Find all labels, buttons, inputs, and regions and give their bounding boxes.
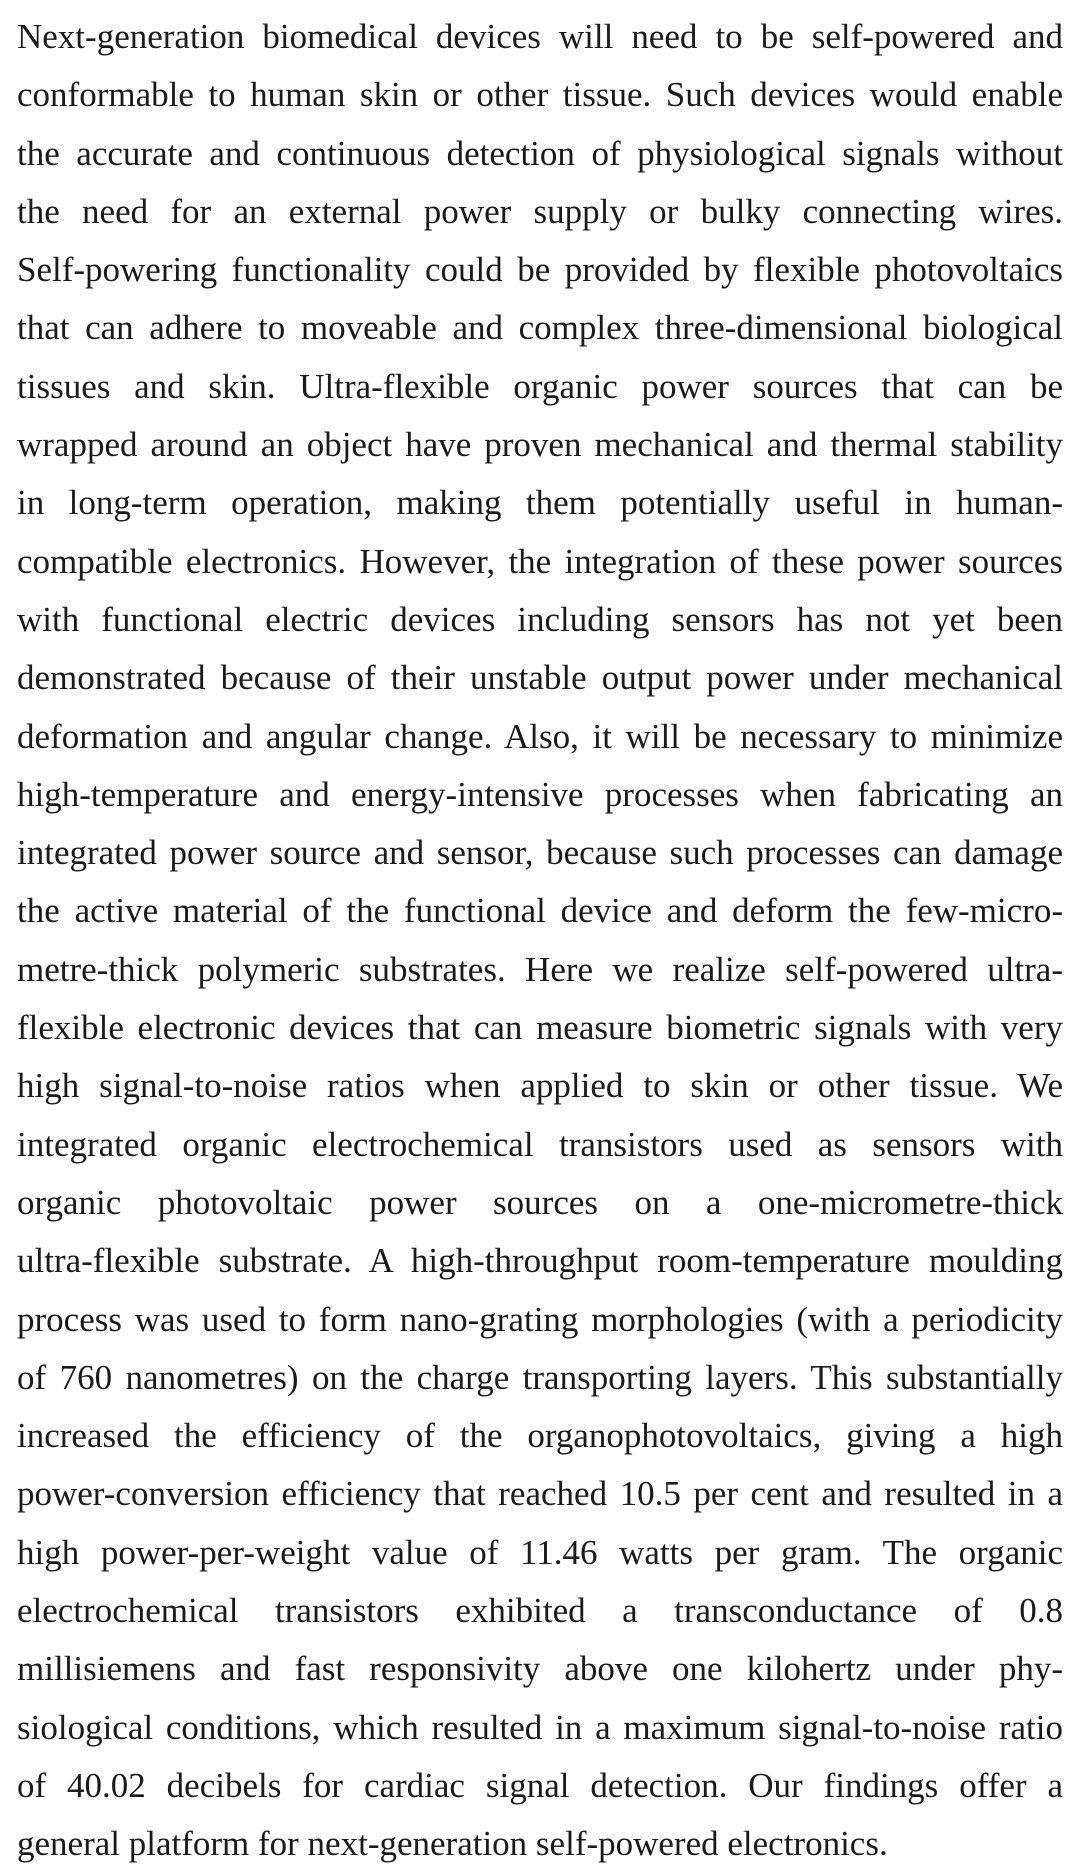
text-line: metre-thick polymeric substrates. Here we realize self-powered ultra- bbox=[17, 949, 1063, 989]
text-line: compatible electronics. However, the integration of these power sources bbox=[17, 541, 1063, 581]
text-line: wrapped around an object have proven mechanical and thermal stability bbox=[17, 425, 1063, 465]
text-line: electrochemical transistors exhibited a transconductance of 0.8 bbox=[17, 1591, 1063, 1631]
text-line: conformable to human skin or other tissue. Such devices would enable bbox=[17, 75, 1063, 115]
text-line: of 760 nanometres) on the charge transporting layers. This substantially bbox=[17, 1357, 1063, 1397]
text-line: that can adhere to moveable and complex three-dimensional biological bbox=[17, 308, 1063, 348]
text-line: with functional electric devices including sensors has not yet been bbox=[17, 599, 1063, 639]
text-line: Self-powering functionality could be provided by flexible photovoltaics bbox=[17, 250, 1063, 290]
text-line: integrated organic electrochemical transistors used as sensors with bbox=[17, 1124, 1063, 1164]
text-line: ultra-flexible substrate. A high-throughput room-temperature moulding bbox=[17, 1241, 1063, 1281]
text-line: the accurate and continuous detection of physiological signals without bbox=[17, 133, 1063, 173]
text-line: high-temperature and energy-intensive processes when fabricating an bbox=[17, 774, 1063, 814]
text-line: integrated power source and sensor, because such processes can damage bbox=[17, 833, 1063, 873]
text-line: tissues and skin. Ultra-flexible organic power sources that can be bbox=[17, 366, 1063, 406]
text-line: millisiemens and fast responsivity above one kilohertz under phy- bbox=[17, 1649, 1063, 1689]
text-line: of 40.02 decibels for cardiac signal detection. Our findings offer a bbox=[17, 1765, 1063, 1805]
text-line: process was used to form nano-grating morphologies (with a periodicity bbox=[17, 1299, 1063, 1339]
text-line: Next-generation biomedical devices will need to be self-powered and bbox=[17, 17, 1063, 56]
text-line: demonstrated because of their unstable output power under mechanical bbox=[17, 658, 1063, 698]
text-line: in long-term operation, making them potentially useful in human- bbox=[17, 483, 1063, 523]
text-line: increased the efficiency of the organophotovoltaics, giving a high bbox=[17, 1416, 1063, 1456]
text-line: the active material of the functional device and deform the few-micro- bbox=[17, 891, 1063, 931]
text-line: high signal-to-noise ratios when applied to skin or other tissue. We bbox=[17, 1066, 1063, 1106]
text-line: siological conditions, which resulted in a maximum signal-to-noise ratio bbox=[17, 1707, 1063, 1747]
text-line-last: general platform for next-generation self-powered electronics. bbox=[17, 1824, 888, 1864]
text-line: high power-per-weight value of 11.46 watts per gram. The organic bbox=[17, 1532, 1063, 1572]
text-line: flexible electronic devices that can measure biometric signals with very bbox=[17, 1008, 1063, 1048]
text-line: the need for an external power supply or bulky connecting wires. bbox=[17, 191, 1063, 231]
text-line: organic photovoltaic power sources on a one-micrometre-thick bbox=[17, 1182, 1063, 1222]
abstract-paragraph bbox=[17, 8, 1063, 1874]
text-line: deformation and angular change. Also, it will be necessary to minimize bbox=[17, 716, 1063, 756]
text-line: power-conversion efficiency that reached 10.5 per cent and resulted in a bbox=[17, 1474, 1063, 1514]
